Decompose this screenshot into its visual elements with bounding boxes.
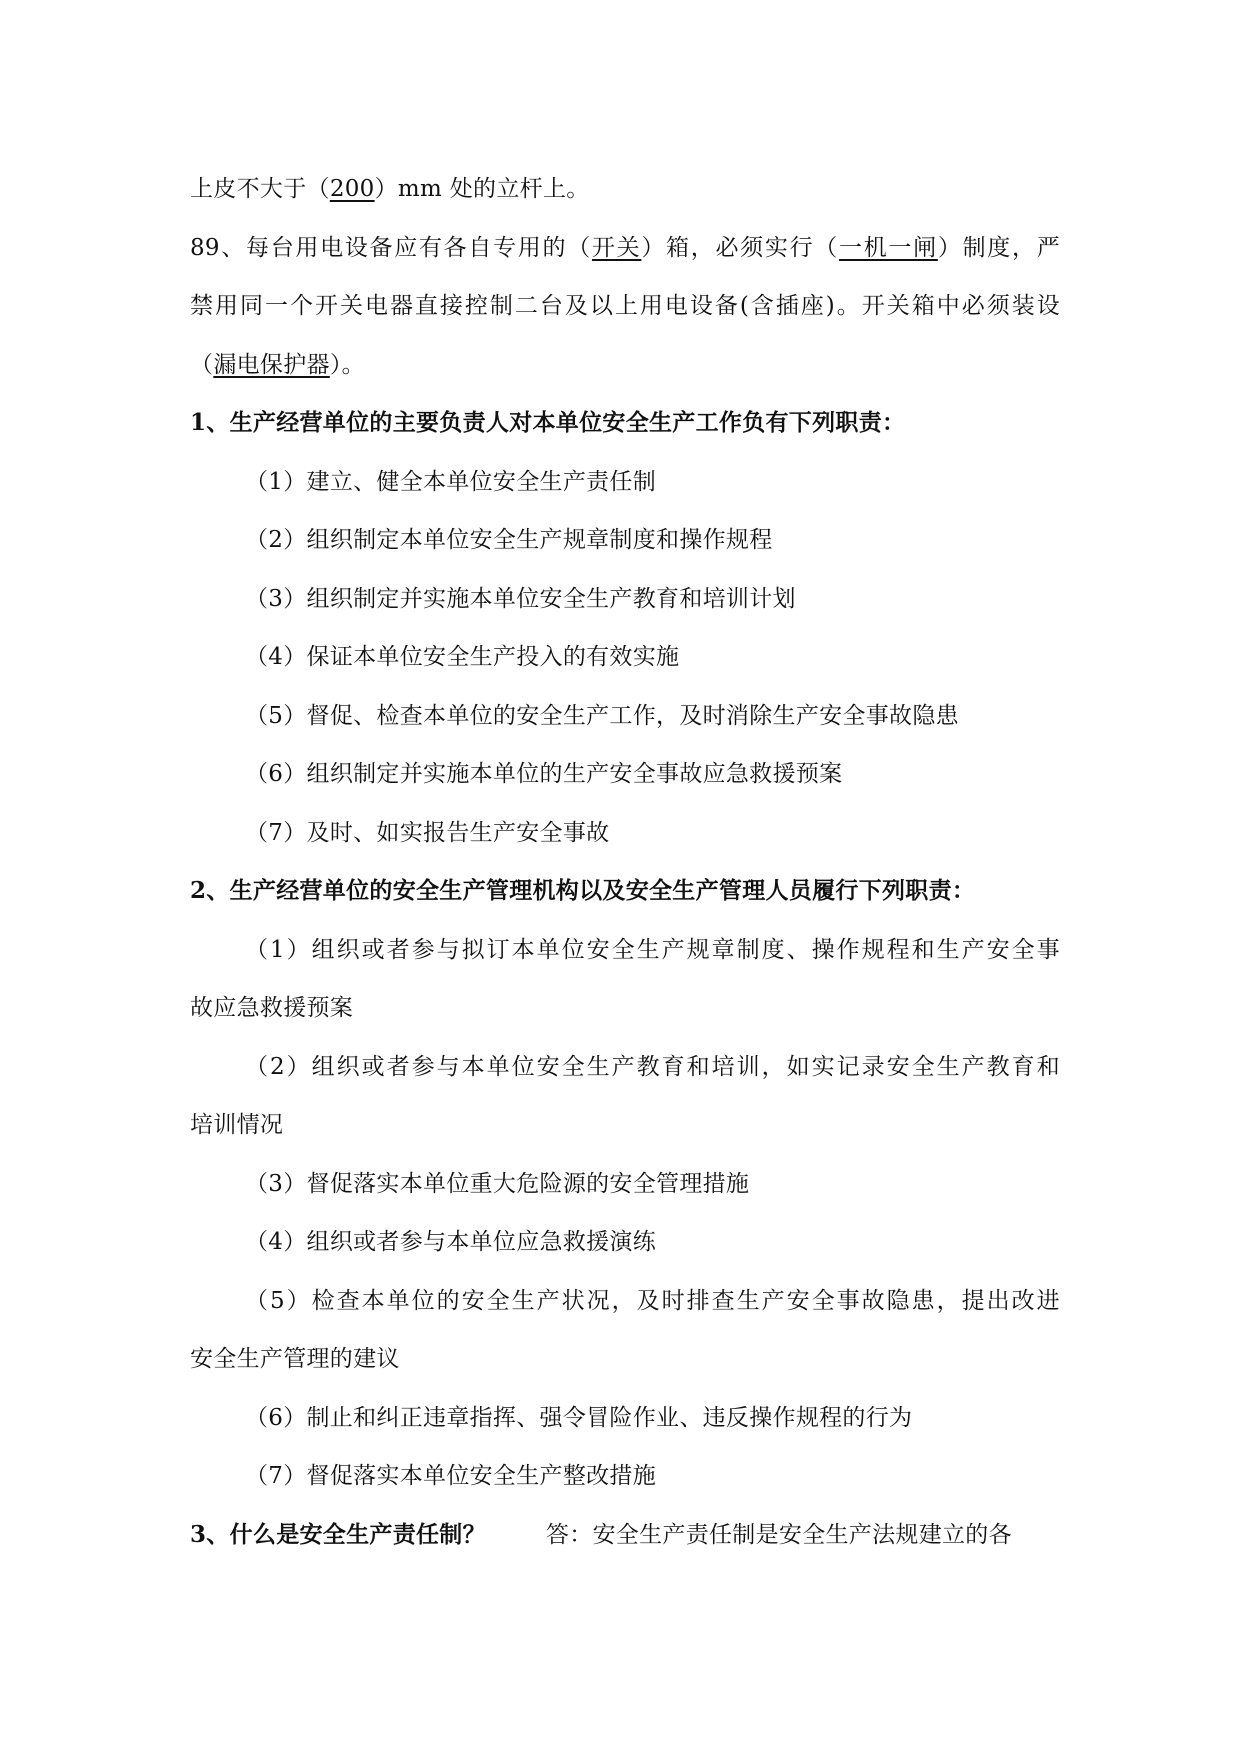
text-run: （: [190, 351, 214, 378]
section-2-item-2-line-2: 培训情况: [190, 1112, 284, 1138]
section-1-item: （4）保证本单位安全生产投入的有效实施: [245, 644, 680, 670]
section-2-item-7: （7）督促落实本单位安全生产整改措施: [245, 1463, 657, 1489]
section-2-item-2-line-1: （2）组织或者参与本单位安全生产教育和培训，如实记录安全生产教育和: [245, 1053, 1060, 1080]
answer-blank-one-machine-one-gate: 一机一闸: [839, 234, 938, 261]
section-1-heading: 1、生产经营单位的主要负责人对本单位安全生产工作负有下列职责：: [190, 409, 906, 436]
section-1-item: （6）组织制定并实施本单位的生产安全事故应急救援预案: [245, 761, 843, 787]
question-89-line-3: [190, 336, 1060, 395]
text-run: ）mm 处的立杆上。: [374, 176, 590, 202]
section-2-item-3: （3）督促落实本单位重大危险源的安全管理措施: [245, 1170, 750, 1197]
section-1-item: （5）督促、检查本单位的安全生产工作，及时消除生产安全事故隐患: [245, 702, 959, 729]
text-line-scaffold-height: [190, 160, 1060, 219]
section-1-item: （1）建立、健全本单位安全生产责任制: [245, 468, 657, 495]
section-1-item: （7）及时、如实报告生产安全事故: [245, 819, 610, 846]
section-3-question: 3、什么是安全生产责任制？: [190, 1520, 486, 1548]
text-run: 89、每台用电设备应有各自专用的（: [190, 234, 592, 261]
document-page: [190, 160, 1060, 1564]
text-run: ）。: [329, 351, 365, 378]
section-1-item: （2）组织制定本单位安全生产规章制度和操作规程: [245, 527, 773, 553]
question-89-line-1: [190, 219, 1060, 278]
section-2-item-5-line-2: 安全生产管理的建议: [190, 1346, 400, 1372]
text-run: ）箱，必须实行（: [641, 234, 840, 261]
section-2-item-1-line-2: 故应急救援预案: [190, 995, 354, 1021]
section-2-item-1-line-1: （1）组织或者参与拟订本单位安全生产规章制度、操作规程和生产安全事: [245, 936, 1060, 963]
section-2-item-5-line-1: （5）检查本单位的安全生产状况，及时排查生产安全事故隐患，提出改进: [245, 1287, 1060, 1314]
answer-blank-200: 200: [329, 176, 375, 202]
section-2-item-6: （6）制止和纠正违章指挥、强令冒险作业、违反操作规程的行为: [245, 1404, 913, 1431]
section-1-item: （3）组织制定并实施本单位安全生产教育和培训计划: [245, 585, 796, 612]
text-run: ）制度，严: [937, 234, 1060, 261]
answer-blank-switch: 开关: [591, 234, 642, 261]
question-89-line-2: 禁用同一个开关电器直接控制二台及以上用电设备(含插座)。开关箱中必须装设: [190, 293, 1060, 319]
text-run: 上皮不大于（: [190, 176, 330, 202]
section-2-heading: 2、生产经营单位的安全生产管理机构以及安全生产管理人员履行下列职责：: [190, 877, 976, 904]
answer-blank-leakage-protector: 漏电保护器: [213, 351, 330, 378]
section-3-answer: 答：安全生产责任制是安全生产法规建立的各: [545, 1521, 1012, 1548]
section-2-item-4: （4）组织或者参与本单位应急救援演练: [245, 1229, 657, 1255]
section-3-line: [190, 1506, 1060, 1565]
